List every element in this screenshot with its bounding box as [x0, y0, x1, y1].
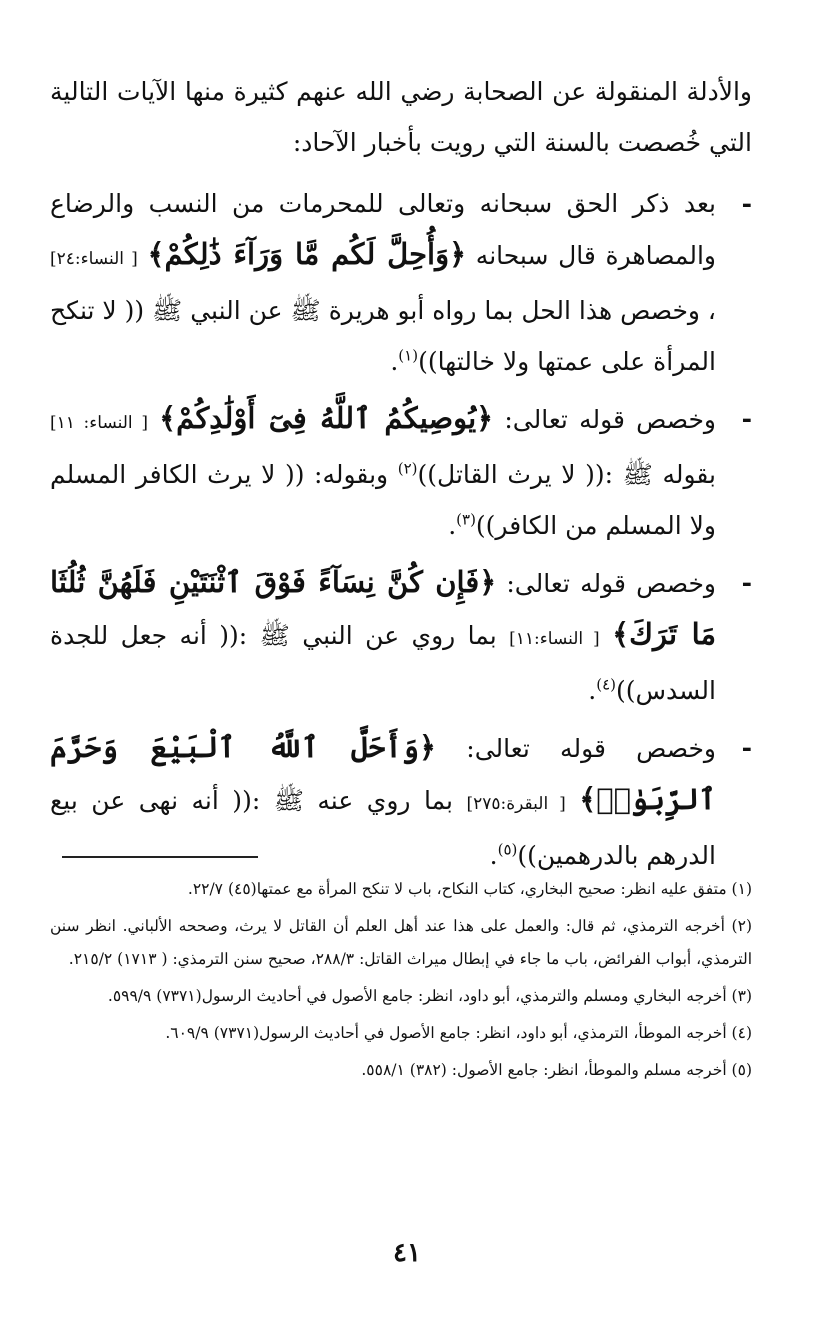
list-dash: -: [741, 189, 752, 218]
verse-reference: [ البقرة:٢٧٥]: [466, 794, 566, 814]
item-end: .: [489, 841, 498, 870]
verse-reference: [ النساء:١١]: [509, 629, 600, 649]
item-end: .: [588, 676, 597, 705]
footnote-marker: (١): [398, 346, 419, 365]
quran-verse: ﴿وَأَحَلَّ ٱللَّهُ ٱلْبَيْعَ وَحَرَّمَ ٱلرِّبَوٰا۟﴾: [50, 730, 716, 816]
item-text: بعد ذكر الحق سبحانه وتعالى للمحرمات من النسب والرضاع والمصاهرة قال سبحانه: [50, 189, 716, 270]
item-text: بما روي عنه ﷺ :(( أنه نهى عن بيع الدرهم بالدرهمين)): [50, 786, 716, 870]
item-text: وبقوله: (( لا يرث الكافر المسلم ولا المسلم من الكافر)): [50, 460, 716, 540]
footnote-marker: (٢): [397, 459, 418, 478]
list-dash: -: [741, 568, 752, 597]
item-text: بما روي عن النبي ﷺ :(( أنه جعل للجدة السدس)): [50, 621, 716, 705]
item-text: ، وخصص هذا الحل بما رواه أبو هريرة ﷺ عن النبي ﷺ (( لا تنكح المرأة على عمتها ولا خالتها)): [50, 296, 716, 376]
quran-verse: ﴿وَأُحِلَّ لَكُم مَّا وَرَآءَ ذَٰلِكُمْ﴾: [147, 237, 467, 271]
quran-verse: ﴿يُوصِيكُمُ ٱللَّهُ فِىٓ أَوْلَٰدِكُمْ﴾: [159, 401, 494, 435]
footnote-marker: (٤): [596, 675, 616, 694]
list-item: [50, 178, 752, 387]
footnote-marker: (٥): [497, 840, 518, 859]
footnote: (٣) أخرجه البخاري ومسلم والترمذي، أبو داود، انظر: جامع الأصول في أحاديث الرسول(٧٣٧١) ٥٩٩/٩.: [107, 987, 752, 1005]
verse-reference: [ النساء: ١١]: [50, 413, 148, 433]
item-text: وخصص قوله تعالى:: [436, 734, 717, 763]
item-text: وخصص قوله تعالى:: [496, 569, 716, 598]
item-end: .: [390, 347, 399, 376]
examples-list: [50, 178, 752, 887]
footnote: (٥) أخرجه مسلم والموطأ، انظر: جامع الأصول: (٣٨٢) ٥٥٨/١.: [361, 1061, 752, 1079]
footnote: (٢) أخرجه الترمذي، ثم قال: والعمل على هذا عند أهل العلم أن القاتل لا يرث، وصححه الألباني. انظر سنن الترمذي، أبواب الفرائض، باب ما جاء في إبطال ميراث القاتل: ٢٨٨/٣، صحيح سنن الترمذي: ( ١٧١٣) ٢١٥/٢.: [50, 917, 752, 968]
footnote: (١) متفق عليه انظر: صحيح البخاري، كتاب النكاح، باب لا تنكح المرأة مع عمتها(٤٥) ٢٢/٧.: [187, 880, 752, 898]
verse-reference: [ النساء:٢٤]: [50, 249, 138, 269]
page-number: ٤١: [393, 1238, 421, 1268]
item-text: وخصص قوله تعالى:: [493, 405, 716, 434]
list-item: [50, 557, 752, 716]
quran-verse: ﴿فَإِن كُنَّ نِسَآءً فَوْقَ ٱثْنَتَيْنِ فَلَهُنَّ ثُلُثَا مَا تَرَكَ﴾: [50, 565, 717, 651]
list-item: [50, 393, 752, 551]
item-end: .: [448, 511, 457, 540]
footnote-marker: (٣): [456, 510, 476, 529]
list-dash: -: [741, 404, 752, 433]
footnote: (٤) أخرجه الموطأ، الترمذي، أبو داود، انظر: جامع الأصول في أحاديث الرسول(٧٣٧١) ٦٠٩/٩.: [165, 1024, 752, 1042]
footnotes: [50, 873, 752, 1091]
footnote-separator: [62, 856, 258, 858]
item-text: بقوله ﷺ :(( لا يرث القاتل)): [417, 460, 716, 489]
intro-paragraph: [50, 66, 752, 168]
intro-text: والأدلة المنقولة عن الصحابة رضي الله عنهم كثيرة منها الآيات التالية التي خُصصت بالسنة التي رويت بأخبار الآحاد:: [50, 77, 752, 157]
list-dash: -: [741, 733, 752, 762]
